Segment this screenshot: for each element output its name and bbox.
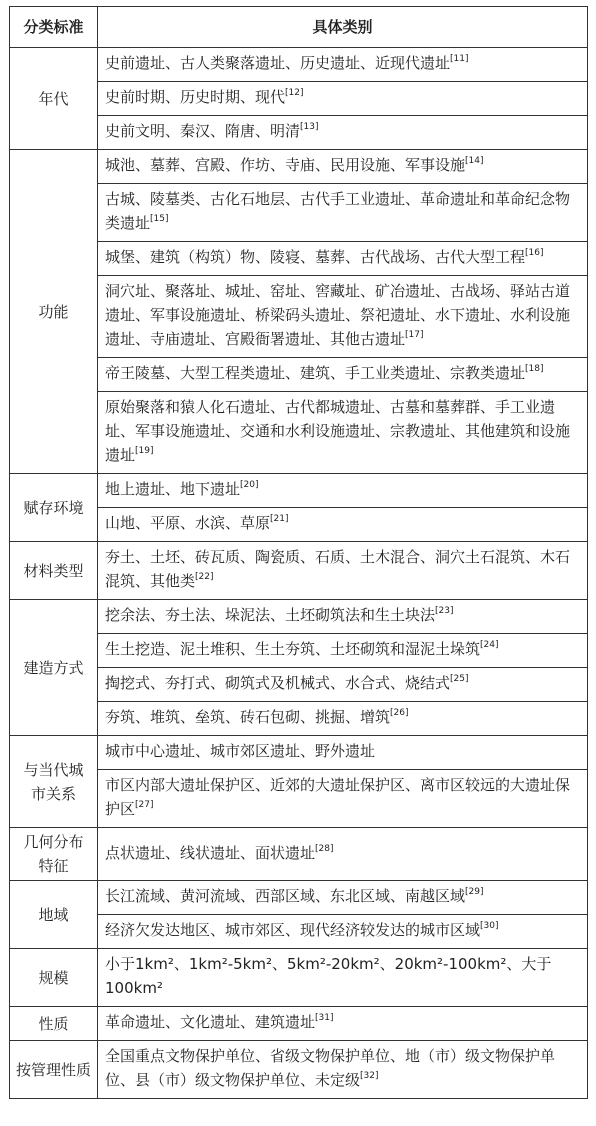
table-row [10,474,588,508]
classification-table-container [9,6,587,1099]
reference-citation: [29] [465,887,484,897]
category-description [98,1007,588,1041]
category-standard [10,881,98,949]
table-row [10,949,588,1007]
category-standard [10,1007,98,1041]
category-standard [10,1041,98,1099]
category-description [98,116,588,150]
reference-citation: [13] [300,122,319,132]
reference-citation: [11] [450,54,469,64]
reference-citation: [27] [135,800,154,810]
description-text: 史前遗址、古人类聚落遗址、历史遗址、近现代遗址 [105,54,451,72]
description-text: 掏挖式、夯打式、砌筑式及机械式、水合式、烧结式 [105,674,451,692]
reference-citation: [21] [270,514,289,524]
table-row [10,542,588,600]
description-text: 生土挖造、泥土堆积、生土夯筑、土坯砌筑和湿泥土垛筑 [105,640,481,658]
description-text: 城池、墓葬、宫殿、作坊、寺庙、民用设施、军事设施 [105,156,466,174]
table-row [10,736,588,770]
category-description [98,828,588,881]
category-description [98,392,588,474]
description-text: 原始聚落和猿人化石遗址、古代都城遗址、古墓和墓葬群、手工业遗址、军事设施遗址、交通和水利设施遗址、宗教遗址、其他建筑和设施遗址 [105,398,571,464]
description-text: 夯土、土坯、砖瓦质、陶瓷质、石质、土木混合、洞穴土石混筑、木石混筑、其他类 [105,548,571,590]
category-description [98,276,588,358]
category-description [98,358,588,392]
description-text: 全国重点文物保护单位、省级文物保护单位、地（市）级文物保护单位、县（市）级文物保护单位、未定级 [105,1047,556,1089]
category-standard [10,600,98,736]
category-standard [10,48,98,150]
category-standard-label: 按管理性质 [15,1060,91,1079]
table-row [10,48,588,82]
category-description [98,915,588,949]
table-row [10,881,588,915]
description-text: 古城、陵墓类、古化石地层、古代手工业遗址、革命遗址和革命纪念物类遗址 [105,190,571,232]
description-text: 夯筑、堆筑、垒筑、砖石包砌、挑掘、增筑 [105,708,391,726]
description-text: 点状遗址、线状遗址、面状遗址 [105,843,316,862]
description-text: 洞穴址、聚落址、城址、窑址、窖藏址、矿冶遗址、古战场、驿站古道遗址、军事设施遗址、桥梁码头遗址、祭祀遗址、水下遗址、水利设施遗址、寺庙遗址、宫殿衙署遗址、其他古遗址 [105,282,571,348]
reference-citation: [18] [525,364,544,374]
reference-citation: [26] [390,708,409,718]
table-header-row [10,7,588,48]
category-standard [10,542,98,600]
category-standard-label: 材料类型 [23,561,84,580]
table-row [10,600,588,634]
description-text: 史前时期、历史时期、现代 [105,88,286,106]
category-standard [10,150,98,474]
table-body [10,48,588,1099]
category-description [98,702,588,736]
header-standard: 分类标准 [10,7,98,48]
category-standard [10,474,98,542]
category-standard-label: 规模 [38,968,69,987]
description-text: 地上遗址、地下遗址 [105,480,241,498]
classification-table [9,6,588,1099]
category-description [98,634,588,668]
description-text: 山地、平原、水滨、草原 [105,514,271,532]
reference-citation: [23] [435,606,454,616]
description-text: 小于1km²、1km²-5km²、5km²-20km²、20km²-100km²、大于100km² [105,955,552,997]
table-row [10,150,588,184]
category-description [98,949,588,1007]
category-description [98,770,588,828]
reference-citation: [12] [285,88,304,98]
reference-citation: [31] [315,1013,334,1023]
category-standard-label: 地域 [38,905,69,924]
category-description [98,508,588,542]
reference-citation: [22] [195,572,214,582]
category-description [98,48,588,82]
description-text: 长江流域、黄河流域、西部区域、东北区域、南越区域 [105,887,466,905]
table-row [10,1041,588,1099]
category-description [98,1041,588,1099]
category-standard-label: 建造方式 [23,658,84,677]
category-description [98,150,588,184]
category-description [98,184,588,242]
description-text: 挖余法、夯土法、垛泥法、土坯砌筑法和生土块法 [105,606,436,624]
category-standard [10,828,98,881]
table-row [10,828,588,881]
reference-citation: [30] [480,921,499,931]
category-description [98,242,588,276]
description-text: 市区内部大遗址保护区、近郊的大遗址保护区、离市区较远的大遗址保护区 [105,776,571,818]
reference-citation: [24] [480,640,499,650]
reference-citation: [14] [465,156,484,166]
category-description [98,82,588,116]
reference-citation: [32] [360,1071,379,1081]
reference-citation: [20] [240,480,259,490]
category-standard [10,736,98,828]
description-text: 城市中心遗址、城市郊区遗址、野外遗址 [105,742,376,760]
reference-citation: [28] [315,843,334,854]
reference-citation: [15] [150,214,169,224]
category-standard-label: 赋存环境 [23,498,84,517]
category-standard-label: 年代 [38,89,69,108]
category-standard-label: 几何分布特征 [23,833,84,875]
category-standard-label: 功能 [38,302,69,321]
category-description [98,881,588,915]
category-standard-label: 性质 [38,1014,69,1033]
category-standard [10,949,98,1007]
category-standard-label: 与当代城市关系 [23,760,84,803]
table-row [10,1007,588,1041]
category-description [98,736,588,770]
reference-citation: [25] [450,674,469,684]
reference-citation: [17] [405,330,424,340]
description-text: 史前文明、秦汉、隋唐、明清 [105,122,301,140]
description-text: 城堡、建筑（构筑）物、陵寝、墓葬、古代战场、古代大型工程 [105,248,526,266]
reference-citation: [19] [135,446,154,456]
reference-citation: [16] [525,248,544,258]
category-description [98,600,588,634]
category-description [98,474,588,508]
header-category: 具体类别 [98,7,588,48]
category-description [98,668,588,702]
description-text: 革命遗址、文化遗址、建筑遗址 [105,1013,316,1031]
description-text: 帝王陵墓、大型工程类遗址、建筑、手工业类遗址、宗教类遗址 [105,364,526,382]
description-text: 经济欠发达地区、城市郊区、现代经济较发达的城市区域 [105,921,481,939]
category-description [98,542,588,600]
